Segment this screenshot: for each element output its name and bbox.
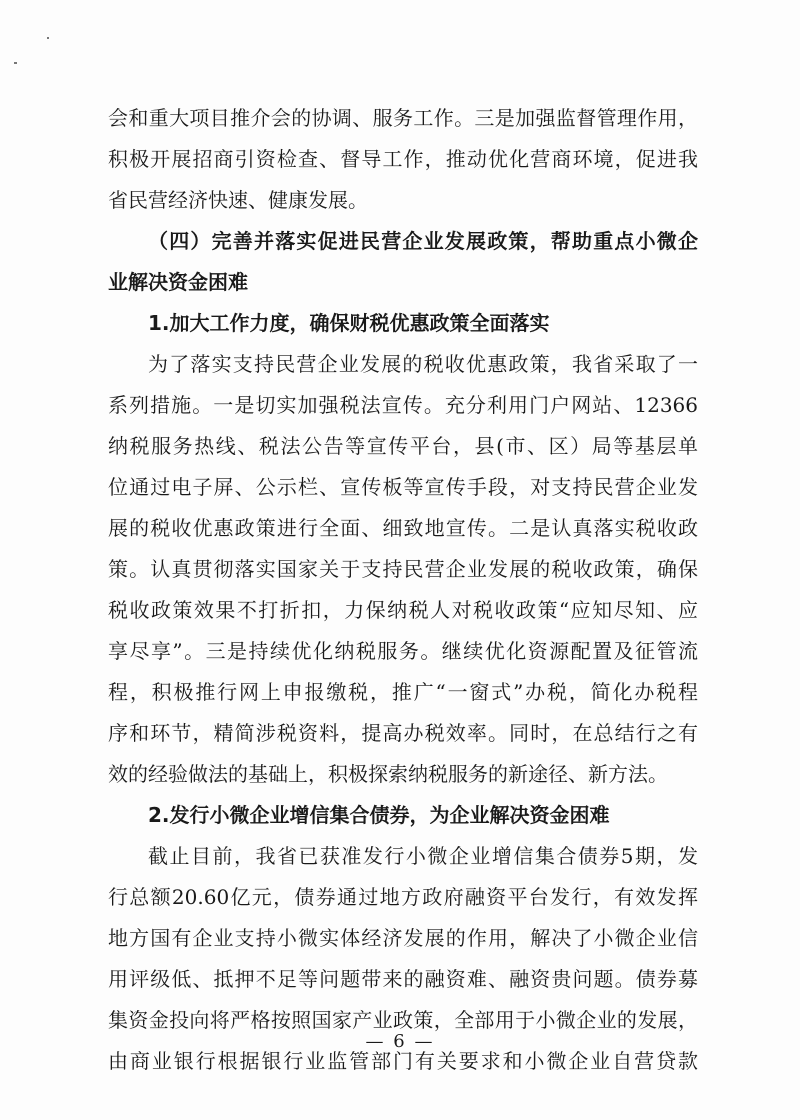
text-line: 为了落实支持民营企业发展的税收优惠政策，我省采取了一: [148, 352, 698, 376]
text-line: 税收政策效果不打折扣，力保纳税人对税收政策“应知尽知、应: [108, 598, 698, 622]
section-heading: [108, 221, 698, 303]
scan-speck: [14, 62, 17, 64]
subsection-heading: [108, 795, 698, 836]
paragraph: [108, 98, 698, 221]
text-line: 用评级低、抵押不足等问题带来的融资难、融资贵问题。债券募: [108, 967, 698, 991]
text-line: 展的税收优惠政策进行全面、细致地宣传。二是认真落实税收政: [108, 516, 698, 540]
text-line: 效的经验做法的基础上，积极探索纳税服务的新途径、新方法。: [108, 762, 668, 786]
heading-line: 2.发行小微企业增信集合债券，为企业解决资金困难: [148, 803, 610, 827]
text-line: 纳税服务热线、税法公告等宣传平台，县(市、区）局等基层单: [108, 434, 698, 458]
scan-speck: [47, 37, 49, 39]
text-line: 行总额20.60亿元，债券通过地方政府融资平台发行，有效发挥: [108, 885, 698, 909]
text-line: 程，积极推行网上申报缴税，推广“一窗式”办税，简化办税程: [108, 680, 698, 704]
text-line: 策。认真贯彻落实国家关于支持民营企业发展的税收政策，确保: [108, 557, 698, 581]
heading-line: 1.加大工作力度，确保财税优惠政策全面落实: [148, 311, 550, 335]
text-line: 截止目前，我省已获准发行小微企业增信集合债券5期，发: [148, 844, 698, 868]
text-line: 系列措施。一是切实加强税法宣传。充分利用门户网站、12366: [108, 393, 698, 417]
text-line: 位通过电子屏、公示栏、宣传板等宣传手段，对支持民营企业发: [108, 475, 698, 499]
paragraph: [108, 344, 698, 795]
text-line: 省民营经济快速、健康发展。: [108, 188, 368, 212]
subsection-heading: [108, 303, 698, 344]
text-line: 会和重大项目推介会的协调、服务工作。三是加强监督管理作用，: [108, 106, 698, 130]
text-line: 集资金投向将严格按照国家产业政策，全部用于小微企业的发展，: [108, 1008, 698, 1032]
text-line: 序和环节，精简涉税资料，提高办税效率。同时，在总结行之有: [108, 721, 698, 745]
page-number: — 6 —: [365, 1031, 435, 1052]
text-line: 地方国有企业支持小微实体经济发展的作用，解决了小微企业信: [108, 926, 698, 950]
heading-line: 业解决资金困难: [108, 270, 248, 294]
text-line: 享尽享”。三是持续优化纳税服务。继续优化资源配置及征管流: [108, 639, 698, 663]
heading-line: （四）完善并落实促进民营企业发展政策，帮助重点小微企: [148, 229, 698, 253]
text-line: 积极开展招商引资检查、督导工作，推动优化营商环境，促进我: [108, 147, 698, 171]
document-body: [108, 98, 698, 1082]
text-line: 由商业银行根据银行业监管部门有关要求和小微企业自营贷款: [108, 1049, 698, 1073]
